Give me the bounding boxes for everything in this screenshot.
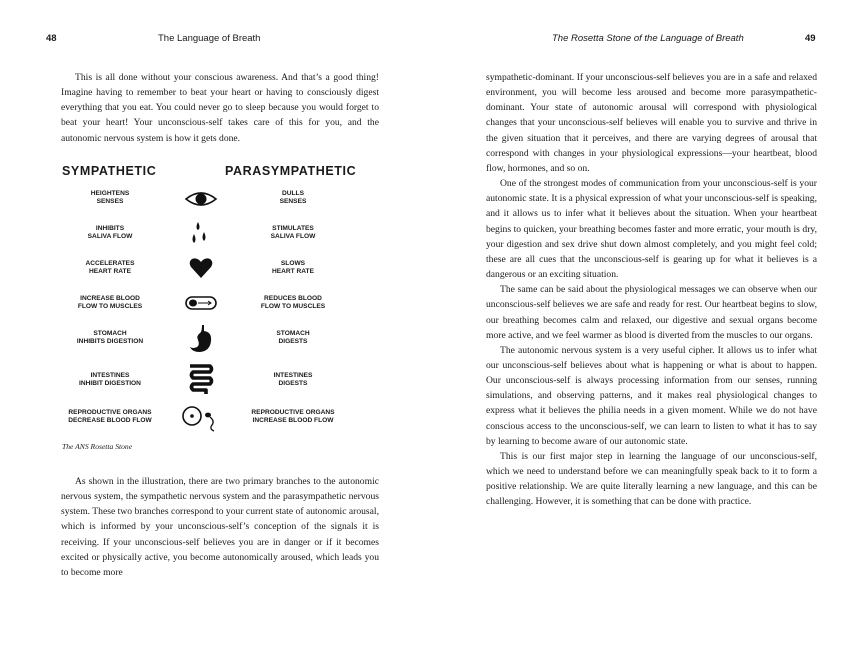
diagram-caption: The ANS Rosetta Stone (62, 442, 133, 451)
sympathetic-label-senses: HEIGHTENS SENSES (90, 190, 130, 206)
sympathetic-label-saliva: INHIBITS SALIVA FLOW (87, 225, 133, 241)
parasympathetic-heading: PARASYMPATHETIC (225, 164, 357, 178)
parasympathetic-label-heart: SLOWS HEART RATE (271, 260, 314, 276)
intro-paragraph: This is all done without your conscious awareness. And that’s a good thing! Imagine having to remember to beat your heart or having to consciously digest everything that you eat. You could never go to sleep because you would forget to beat your heart! Your unconscious-self takes care of this for you, and the autonomic nervous system is how it gets done. (61, 72, 379, 144)
heart-icon (184, 255, 218, 281)
blood-vessel-icon (184, 290, 218, 316)
paragraph-4: The autonomic nervous system is a very useful cipher. It allows us to infer what our unconscious-self believes about what is happening or what is about to happen. Our unconscious-self is always processing information from our senses, running simulations, and observing patterns, and it makes real physiological changes to express what it believes the philia needs in a given moment. While we do not have conscious access to the unconscious-self, we can learn to listen to what it has to say by learning to become aware of our autonomic state. (486, 344, 817, 447)
sympathetic-label-reproductive: REPRODUCTIVE ORGANS DECREASE BLOOD FLOW (68, 409, 152, 425)
sympathetic-heading: SYMPATHETIC (62, 164, 157, 178)
eye-icon (184, 186, 218, 212)
paragraph-1: sympathetic-dominant. If your unconscious-self believes you are in a safe and relaxed environment, you will become less aroused and become more parasympathetic-dominant. Your state of autonomic arousal will correspond with physiological changes that your unconscious-self believes will enable you to survive and thrive in the given situation that it perceives, and there are varying degrees of arousal that correspond with changes in your physiological expressions—your heartbeat, blood flow, hormones, and so on. (486, 72, 817, 174)
intro-text-block (61, 70, 379, 146)
sympathetic-label-stomach: STOMACH INHIBITS DIGESTION (76, 330, 144, 346)
egg-sperm-icon (182, 403, 220, 433)
paragraph-5: This is our first major step in learning the language of our unconscious-self, which we need to understand before we can meaningfully speak back to it to form a positive relationship. We are quite literally learning a new language, and this can be challenging. However, it is something that can be done with practice. (486, 450, 817, 508)
intestines-icon (184, 362, 218, 396)
right-page (432, 0, 864, 648)
parasympathetic-label-stomach: STOMACH DIGESTS (276, 330, 310, 346)
lower-paragraph: As shown in the illustration, there are two primary branches to the autonomic nervous system, the sympathetic nervous system and the parasympathetic nervous system. These two branches correspond to your current state of autonomic arousal, which is informed by your unconscious-self’s conception of the signals it is receiving. If your unconscious-self believes you are in danger or if it becomes excited or physically active, you become autonomically aroused, which leads you to become more (61, 476, 379, 578)
lower-text-block (61, 474, 379, 580)
page-number-right: 49 (805, 33, 816, 44)
saliva-drops-icon (184, 220, 218, 246)
parasympathetic-label-saliva: STIMULATES SALIVA FLOW (270, 225, 316, 241)
sympathetic-label-heart: ACCELERATES HEART RATE (85, 260, 135, 276)
paragraph-3: The same can be said about the physiological messages we can observe when our unconscious-self believes we are safe and ready for rest. Our heartbeat begins to slow, our breathing becomes calm and relaxed, our digestive and sexual organs become more active, and we feel warmer as blood is diverted from the muscles to our organs. (486, 284, 817, 341)
stomach-icon (184, 323, 218, 355)
parasympathetic-label-blood-flow: REDUCES BLOOD FLOW TO MUSCLES (260, 295, 326, 311)
sympathetic-label-blood-flow: INCREASE BLOOD FLOW TO MUSCLES (77, 295, 143, 311)
ans-rosetta-diagram (58, 160, 378, 460)
parasympathetic-label-senses: DULLS SENSES (279, 190, 307, 206)
parasympathetic-label-reproductive: REPRODUCTIVE ORGANS INCREASE BLOOD FLOW (251, 409, 335, 425)
paragraph-2: One of the strongest modes of communication from your unconscious-self is your autonomic state. It is a physical expression of what your unconscious-self is speaking, and it allows us to infer what it believes about the situation. When your heartbeat begins to quicken, your breathing becomes faster and more erratic, your mouth is dry, your digestion and sex drive shut down almost completely, and you might feel cold; these are all cues that the unconscious-self is gearing up for what it believes is a dangerous or an exciting situation. (486, 178, 817, 281)
right-text-block (486, 70, 817, 510)
parasympathetic-label-intestines: INTESTINES DIGESTS (273, 372, 313, 388)
sympathetic-label-intestines: INTESTINES INHIBIT DIGESTION (79, 372, 141, 388)
page-number-left: 48 (46, 33, 57, 44)
running-head-left: The Language of Breath (158, 33, 261, 44)
running-head-right: The Rosetta Stone of the Language of Breath (552, 33, 744, 44)
